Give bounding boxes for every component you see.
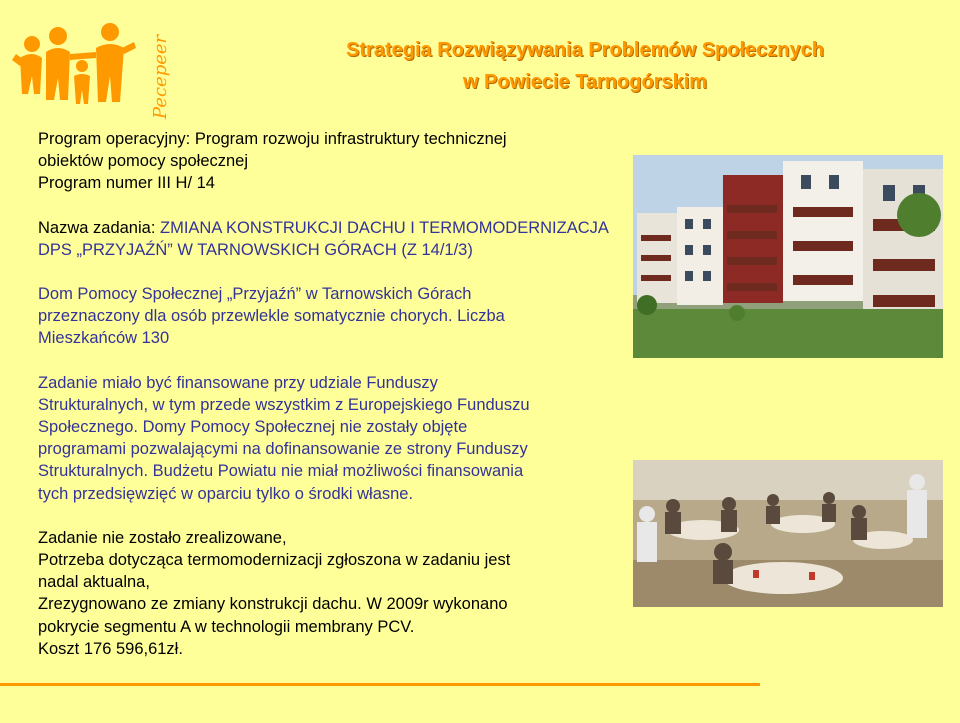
home-line-3: Mieszkańców 130 [38, 329, 170, 348]
funding-line-5 [38, 460, 628, 482]
program-line-1: Program operacyjny: Program rozwoju infrastruktury technicznej [38, 130, 507, 148]
pecepeer-logo [10, 14, 170, 124]
task-paragraph [38, 217, 628, 261]
bottom-divider [0, 683, 760, 686]
status-line-5: pokrycie segmentu A w technologii membrany PCV. [38, 617, 415, 636]
funding-line-6: tych przedsięwzięć w oparciu tylko o środki własne. [38, 484, 414, 503]
home-line-2 [38, 305, 628, 327]
funding-line-3 [38, 416, 628, 438]
funding-line-3a: Społecznego. [38, 418, 138, 437]
program-line-2: obiektów pomocy społecznej [38, 152, 249, 171]
funding-line-5a: Strukturalnych. [38, 462, 149, 481]
funding-line-2: Strukturalnych, w tym przede wszystkim z Europejskiego Funduszu [38, 395, 530, 414]
title-line-2: w Powiecie Tarnogórskim [462, 71, 708, 93]
title-line-1: Strategia Rozwiązywania Problemów Społecznych [346, 39, 824, 61]
task-name: ZMIANA KONSTRUKCJI DACHU I TERMOMODERNIZACJA DPS „PRZYJAŹŃ” W TARNOWSKICH GÓRACH [38, 218, 608, 259]
status-line-4: Zrezygnowano ze zmiany konstrukcji dachu. W 2009r wykonano [38, 595, 508, 614]
funding-line-1: Zadanie miało być finansowane przy udziale Funduszy [38, 373, 438, 392]
home-line-2-suffix: Liczba [452, 307, 505, 326]
main-text [38, 128, 628, 660]
task-code: (Z 14/1/3) [396, 240, 473, 259]
status-line-1: Zadanie nie zostało zrealizowane, [38, 528, 287, 547]
funding-line-3b: Domy Pomocy Społecznej nie zostały objęte [138, 418, 468, 437]
funding-line-5b: Budżetu Powiatu nie miał możliwości finansowania [148, 462, 524, 481]
page-title [230, 34, 940, 98]
logo-text: Pecepeer [150, 34, 170, 119]
program-number: Program numer III H/ 14 [38, 174, 215, 193]
home-line-2-text: przeznaczony dla osób przewlekle somatycznie chorych. [38, 307, 453, 326]
building-photo [633, 155, 943, 358]
home-line-1: Dom Pomocy Społecznej „Przyjaźń” w Tarnowskich Górach [38, 285, 472, 304]
status-line-2: Potrzeba dotycząca termomodernizacji zgłoszona w zadaniu jest [38, 551, 511, 570]
task-label: Nazwa zadania: [38, 218, 160, 237]
status-line-3: nadal aktualna, [38, 573, 150, 592]
dining-room-photo [633, 460, 943, 607]
status-line-6: Koszt 176 596,61zł. [38, 639, 183, 658]
funding-line-4: programami pozwalającymi na dofinansowanie ze strony Funduszy [38, 440, 528, 459]
